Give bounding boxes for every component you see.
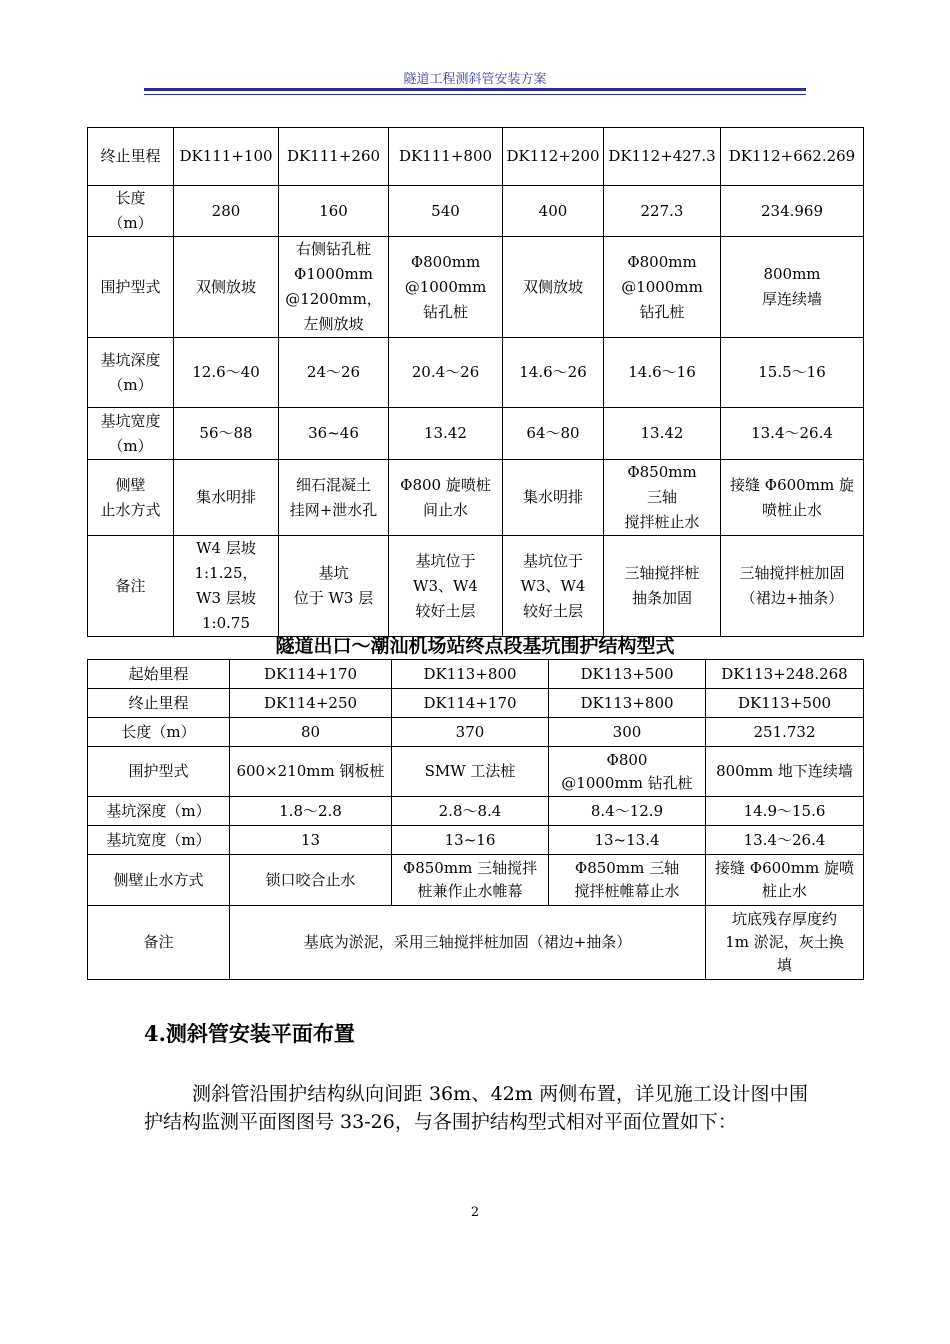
- row-header-cell: 基坑深度（m）: [88, 797, 230, 826]
- table-cell: 三轴搅拌桩 抽条加固: [604, 536, 721, 637]
- table-row: [88, 338, 864, 408]
- table-cell: 双侧放坡: [503, 237, 604, 338]
- table-cell: DK113+800: [549, 689, 706, 718]
- table-cell: 接缝 Φ600mm 旋 喷桩止水: [721, 460, 864, 536]
- retaining-structure-table-1: [87, 127, 864, 637]
- table-cell: 集水明排: [174, 460, 279, 536]
- row-header-cell: 围护型式: [88, 237, 174, 338]
- table-row: [88, 855, 864, 906]
- table-cell: Φ800mm @1000mm 钻孔桩: [604, 237, 721, 338]
- table-cell: 12.6～40: [174, 338, 279, 408]
- table-cell: 13.42: [389, 408, 503, 460]
- table-cell: DK111+100: [174, 128, 279, 186]
- row-header-cell: 围护型式: [88, 747, 230, 797]
- table-row: [88, 689, 864, 718]
- table-cell: 14.6～16: [604, 338, 721, 408]
- table-cell: DK113+800: [392, 660, 549, 689]
- table-cell: 20.4～26: [389, 338, 503, 408]
- table-cell: 400: [503, 186, 604, 237]
- table-cell: DK111+260: [279, 128, 389, 186]
- table-cell: 540: [389, 186, 503, 237]
- table-cell: DK112+200: [503, 128, 604, 186]
- retaining-structure-table-2: [87, 659, 864, 980]
- table-cell: Φ800 @1000mm 钻孔桩: [549, 747, 706, 797]
- table-row: [88, 128, 864, 186]
- table-cell: 基坑位于 W3、W4 较好土层: [389, 536, 503, 637]
- table-row: [88, 797, 864, 826]
- table-row: [88, 718, 864, 747]
- row-header-cell: 长度（m）: [88, 718, 230, 747]
- table-cell: 56～88: [174, 408, 279, 460]
- table-cell: 14.6～26: [503, 338, 604, 408]
- row-header-cell: 基坑宽度 （m）: [88, 408, 174, 460]
- row-header-cell: 基坑宽度（m）: [88, 826, 230, 855]
- table-cell: 80: [230, 718, 392, 747]
- table-cell: 双侧放坡: [174, 237, 279, 338]
- table-cell: 234.969: [721, 186, 864, 237]
- table-row: [88, 186, 864, 237]
- table-cell: DK112+427.3: [604, 128, 721, 186]
- table-cell: Φ850mm 三轴搅拌 桩兼作止水帷幕: [392, 855, 549, 906]
- table-cell: 300: [549, 718, 706, 747]
- table-cell: 13~16: [392, 826, 549, 855]
- table-cell: 锁口咬合止水: [230, 855, 392, 906]
- row-header-cell: 长度 （m）: [88, 186, 174, 237]
- table-cell: 36~46: [279, 408, 389, 460]
- row-header-cell: 侧壁止水方式: [88, 855, 230, 906]
- table-cell: 227.3: [604, 186, 721, 237]
- table2-body: [88, 660, 864, 980]
- table-row: [88, 747, 864, 797]
- table-cell: DK113+248.268: [706, 660, 864, 689]
- table1-body: [88, 128, 864, 637]
- table-cell: 右侧钻孔桩 Φ1000mm @1200mm， 左侧放坡: [279, 237, 389, 338]
- table-cell: 8.4～12.9: [549, 797, 706, 826]
- table-cell: 370: [392, 718, 549, 747]
- page-number: 2: [470, 1205, 480, 1220]
- table-cell: DK114+250: [230, 689, 392, 718]
- table-cell: 160: [279, 186, 389, 237]
- table2-title: 隧道出口～潮汕机场站终点段基坑围护结构型式: [275, 635, 675, 657]
- table-cell: 基坑 位于 W3 层: [279, 536, 389, 637]
- table-cell: 13: [230, 826, 392, 855]
- table-cell: W4 层坡 1:1.25， W3 层坡 1:0.75: [174, 536, 279, 637]
- body-paragraph: 测斜管沿围护结构纵向间距 36m、42m 两侧布置，详见施工设计图中围护结构监测平面图图号 33-26，与各围护结构型式相对平面位置如下：: [144, 1083, 808, 1133]
- row-header-cell: 起始里程: [88, 660, 230, 689]
- table-row: [88, 660, 864, 689]
- document-header-title: 隧道工程测斜管安装方案: [403, 72, 547, 87]
- table-cell: 1.8～2.8: [230, 797, 392, 826]
- table-cell: SMW 工法桩: [392, 747, 549, 797]
- table-cell: 三轴搅拌桩加固 （裙边+抽条）: [721, 536, 864, 637]
- table-cell: 24～26: [279, 338, 389, 408]
- table-cell: 15.5～16: [721, 338, 864, 408]
- table-cell: 细石混凝土 挂网+泄水孔: [279, 460, 389, 536]
- header-rule-thick: [144, 88, 806, 91]
- table-cell: 接缝 Φ600mm 旋喷 桩止水: [706, 855, 864, 906]
- row-header-cell: 终止里程: [88, 689, 230, 718]
- table-cell: 800mm 厚连续墙: [721, 237, 864, 338]
- table-cell: 13.42: [604, 408, 721, 460]
- table-cell: 13~13.4: [549, 826, 706, 855]
- table-cell: 14.9～15.6: [706, 797, 864, 826]
- table-row: [88, 460, 864, 536]
- table-cell: DK113+500: [549, 660, 706, 689]
- table-cell: 集水明排: [503, 460, 604, 536]
- table-row: [88, 237, 864, 338]
- row-header-cell: 基坑深度 （m）: [88, 338, 174, 408]
- table-row-remarks: [88, 906, 864, 980]
- table-cell: DK111+800: [389, 128, 503, 186]
- row-header-cell: 终止里程: [88, 128, 174, 186]
- row-header-cell: 备注: [88, 536, 174, 637]
- row-header-cell: 侧壁 止水方式: [88, 460, 174, 536]
- table-cell: Φ800mm @1000mm 钻孔桩: [389, 237, 503, 338]
- table-cell: 2.8～8.4: [392, 797, 549, 826]
- table-cell: 280: [174, 186, 279, 237]
- table-cell: DK114+170: [392, 689, 549, 718]
- table-cell: Φ800 旋喷桩 间止水: [389, 460, 503, 536]
- merged-remarks-cell: 基底为淤泥，采用三轴搅拌桩加固（裙边+抽条）: [230, 906, 706, 980]
- table-row: [88, 408, 864, 460]
- table-cell: Φ850mm 三轴 搅拌桩止水: [604, 460, 721, 536]
- table-cell: 13.4～26.4: [721, 408, 864, 460]
- table-cell: 251.732: [706, 718, 864, 747]
- table-cell: 基坑位于 W3、W4 较好土层: [503, 536, 604, 637]
- table-cell: 坑底残存厚度约 1m 淤泥，灰土换 填: [706, 906, 864, 980]
- table-row: [88, 826, 864, 855]
- table-cell: DK113+500: [706, 689, 864, 718]
- table-cell: Φ850mm 三轴 搅拌桩帷幕止水: [549, 855, 706, 906]
- header-rule-thin: [144, 94, 806, 95]
- table-cell: 800mm 地下连续墙: [706, 747, 864, 797]
- table-cell: DK112+662.269: [721, 128, 864, 186]
- table-cell: 600×210mm 钢板桩: [230, 747, 392, 797]
- table-cell: 13.4～26.4: [706, 826, 864, 855]
- table-cell: DK114+170: [230, 660, 392, 689]
- row-header-cell: 备注: [88, 906, 230, 980]
- table-row: [88, 536, 864, 637]
- table-cell: 64～80: [503, 408, 604, 460]
- section-heading: 4.测斜管安装平面布置: [144, 1021, 355, 1046]
